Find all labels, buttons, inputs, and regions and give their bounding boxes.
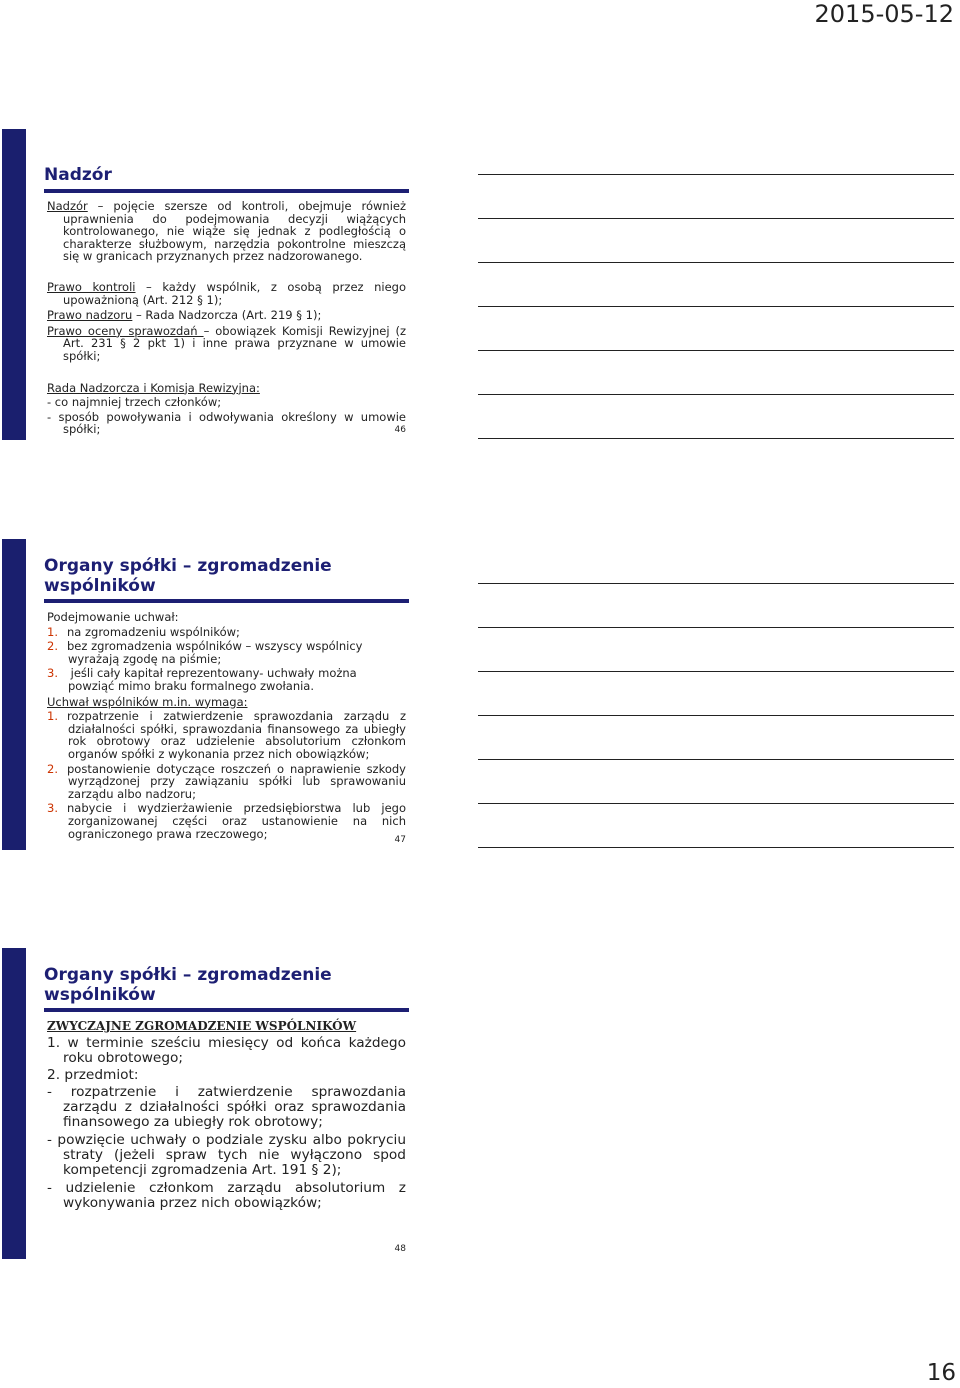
slide-accent-bar (2, 948, 26, 1259)
list-number: 1. (47, 624, 58, 639)
slide-48 (2, 948, 415, 1259)
paragraph-text: – każdy wspólnik, z osobą przez niego upoważnioną (Art. 212 § 1); (63, 279, 407, 307)
slide-number: 48 (394, 1244, 406, 1254)
list-text: przedmiot: (64, 1067, 139, 1083)
list-text: udzielenie członkom zarządu absolutorium z wykonywania przez nich obowiązków; (63, 1180, 406, 1211)
note-line (478, 306, 954, 307)
title-rule (44, 599, 409, 603)
list-number: 1. (47, 1035, 61, 1051)
slide-number: 46 (394, 425, 406, 435)
slide-title: Nadzór (44, 165, 112, 185)
list-text: rozpatrzenie i zatwierdzenie sprawozdania zarządu z działalności spółki, sprawozdania finansowego za ubiegły rok obrotowy oraz udzielenie absolutorium członkom organów spółki z wykonania przez nich obowiązków; (67, 709, 406, 761)
term-nadzor: Nadzór (47, 199, 88, 213)
note-line (478, 394, 954, 395)
list-number: - (47, 1084, 52, 1100)
note-line (478, 174, 954, 175)
note-line (478, 803, 954, 804)
slide-accent-bar (2, 129, 26, 440)
title-rule (44, 189, 409, 193)
slide-47 (2, 539, 415, 850)
list-item (47, 763, 406, 801)
note-line (478, 218, 954, 219)
list-number: 2. (47, 639, 58, 654)
list-text: na zgromadzeniu wspólników; (67, 624, 240, 639)
paragraph-prawo-kontroli (47, 281, 406, 306)
term-prawo-kontroli: Prawo kontroli (47, 279, 136, 294)
list-text: jeśli cały kapitał reprezentowany- uchwały można powziąć mimo braku formalnego zwołania. (67, 666, 357, 693)
paragraph-nadzor (47, 200, 406, 263)
note-line (478, 627, 954, 628)
list-number: 2. (47, 1067, 61, 1083)
list-item (47, 1085, 406, 1130)
heading-uchwaly: Uchwał wspólników m.in. wymaga: (47, 694, 248, 709)
list-number: - (47, 1180, 52, 1196)
list-item (47, 1036, 406, 1066)
list-number: 1. (47, 709, 58, 724)
term-prawo-oceny: Prawo oceny sprawozdań (47, 323, 204, 338)
slide-accent-bar (2, 539, 26, 850)
list-item (47, 1068, 406, 1083)
term-prawo-nadzoru: Prawo nadzoru (47, 308, 133, 323)
list-text: bez zgromadzenia wspólników – wszyscy wspólnicy wyrażają zgodę na piśmie; (67, 639, 363, 666)
notes-lines-47 (478, 583, 954, 853)
slide-body (47, 200, 406, 436)
title-rule (44, 1008, 409, 1012)
paragraph-prawo-oceny (47, 325, 406, 363)
list-number: 2. (47, 761, 58, 776)
paragraph-text: – pojęcie szersze od kontroli, obejmuje również uprawnienia do podejmowania decyzji wiążących kontrolowanego, nie wiąże się jednak z podległością o charakterze służbowym, narzędzia pokontrolne mieszczą się w granicach przyznanych przez nadzorowanego. (63, 199, 406, 264)
page-number: 16 (926, 1360, 956, 1386)
heading-rada-nadzorcza: Rada Nadzorcza i Komisja Rewizyjna: (47, 380, 260, 395)
slide-body (47, 611, 406, 840)
list-text: nabycie i wydzierżawienie przedsiębiorstwa lub jego zorganizowanej części oraz ustanowienie na nich ograniczonego prawa rzeczowego; (67, 801, 406, 841)
list-text: postanowienie dotyczące roszczeń o naprawienie szkody wyrządzonej przy zawiązaniu spółki lub sprawowaniu zarządu albo nadzoru; (67, 761, 406, 801)
list-number: - (47, 1132, 52, 1148)
list-item (47, 1181, 406, 1211)
note-line (478, 583, 954, 584)
paragraph-prawo-nadzoru (47, 309, 406, 322)
slide-body (47, 1019, 406, 1211)
note-line (478, 438, 954, 439)
slide-title: Organy spółki – zgromadzenie wspólników (44, 965, 332, 1005)
list-item (47, 1133, 406, 1178)
paragraph-text: – obowiązek Komisji Rewizyjnej (z Art. 231 § 2 pkt 1) i inne prawa przyznane w umowie spółki; (63, 323, 407, 363)
list-item (47, 667, 406, 692)
list-number: 3. (47, 801, 58, 816)
notes-lines-46 (478, 174, 954, 444)
list-item: - co najmniej trzech członków; (47, 395, 222, 410)
list-text: powzięcie uchwały o podziale zysku albo pokryciu straty (jeżeli spraw tych nie wyłączono spod kompetencji zgromadzenia Art. 191 § 2); (57, 1132, 406, 1178)
list-number: 3. (47, 666, 58, 681)
list-item (47, 626, 406, 639)
slide-number: 47 (394, 835, 406, 845)
heading-zwyczajne: ZWYCZAJNE ZGROMADZENIE WSPÓLNIKÓW (47, 1019, 357, 1033)
list-item (47, 802, 406, 840)
slide-title: Organy spółki – zgromadzenie wspólników (44, 556, 332, 596)
note-line (478, 759, 954, 760)
page-date: 2015-05-12 (814, 0, 954, 28)
note-line (478, 262, 954, 263)
note-line (478, 671, 954, 672)
intro-text: Podejmowanie uchwał: (47, 610, 179, 624)
note-line (478, 350, 954, 351)
note-line (478, 715, 954, 716)
paragraph-text: – Rada Nadzorcza (Art. 219 § 1); (132, 308, 322, 323)
list-text: w terminie sześciu miesięcy od końca każdego roku obrotowego; (63, 1035, 406, 1066)
list-item (47, 640, 406, 665)
slide-46 (2, 129, 415, 440)
list-item (47, 710, 406, 760)
list-item: - sposób powoływania i odwoływania określony w umowie spółki; (47, 409, 406, 437)
list-text: rozpatrzenie i zatwierdzenie sprawozdania zarządu z działalności spółki oraz sprawozdania finansowego za ubiegły rok obrotowy; (63, 1084, 406, 1130)
note-line (478, 847, 954, 848)
